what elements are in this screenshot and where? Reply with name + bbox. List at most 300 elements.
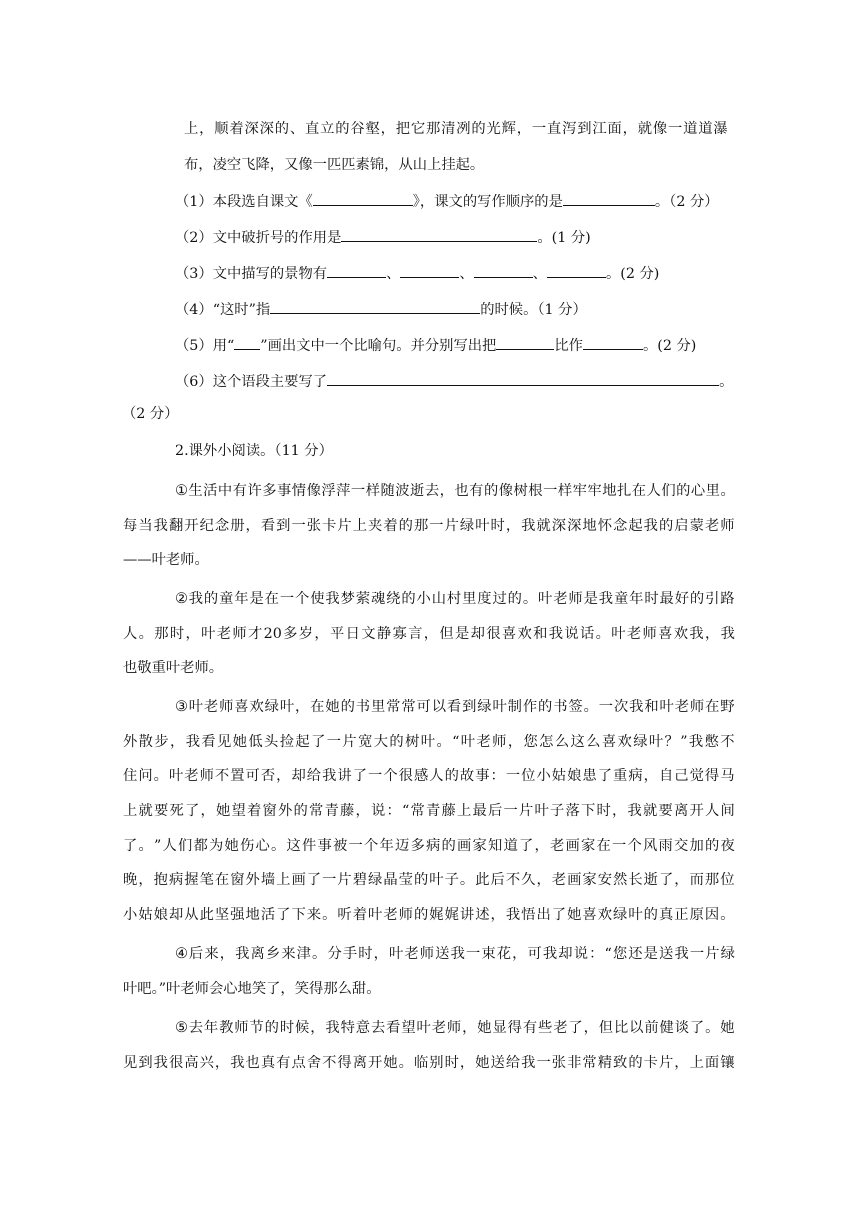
text-char: 叶 bbox=[534, 803, 549, 819]
text-char: 我 bbox=[505, 907, 521, 923]
text-char: 直 bbox=[547, 121, 562, 137]
text-char: 。 bbox=[398, 1055, 413, 1071]
text-char: 到 bbox=[577, 121, 592, 137]
text-char: 的 bbox=[340, 699, 355, 715]
text-char: 很 bbox=[168, 1055, 184, 1071]
text-char: 下 bbox=[581, 803, 596, 819]
text-char: 久 bbox=[521, 872, 536, 888]
text-char: 光 bbox=[486, 121, 501, 137]
text-char: 个 bbox=[383, 768, 398, 784]
text-char: 窗 bbox=[262, 803, 277, 819]
text-char: 去 bbox=[188, 1020, 204, 1036]
text-char: 的 bbox=[676, 483, 691, 499]
paragraph-line bbox=[123, 732, 735, 752]
question-2 bbox=[175, 226, 591, 248]
text-char: 的 bbox=[389, 734, 404, 750]
text-char: 老 bbox=[704, 518, 720, 534]
question-3 bbox=[175, 262, 659, 284]
text-char: 此 bbox=[199, 907, 214, 923]
text-char: 事 bbox=[277, 483, 292, 499]
text-char: 一 bbox=[503, 803, 518, 819]
text-char: 自 bbox=[658, 768, 674, 784]
text-char: 去 bbox=[370, 1020, 386, 1036]
text-char: 病 bbox=[628, 768, 643, 784]
text-char: 憋 bbox=[704, 734, 719, 750]
text-char: 看 bbox=[446, 699, 462, 715]
text-char: 可 bbox=[416, 699, 431, 715]
text-char: 的 bbox=[401, 591, 416, 607]
text-char: 活 bbox=[203, 483, 218, 499]
text-char: 了 bbox=[123, 838, 138, 854]
text-char: 多 bbox=[283, 626, 298, 642]
text-char: 抱 bbox=[153, 872, 168, 888]
text-char: 了 bbox=[185, 803, 200, 819]
text-char: 了 bbox=[689, 1020, 705, 1036]
text-char: 的 bbox=[628, 1055, 643, 1071]
answer-blank[interactable] bbox=[327, 370, 719, 386]
text-char: 着 bbox=[352, 907, 367, 923]
text-char: 小 bbox=[123, 907, 138, 923]
text-char: 她 bbox=[477, 1020, 492, 1036]
text-char: 来 bbox=[281, 946, 296, 962]
text-char: 、 bbox=[289, 121, 305, 137]
text-char: ③ bbox=[175, 699, 188, 715]
text-char: 叶 bbox=[628, 907, 643, 923]
text-char: 碧 bbox=[352, 872, 367, 888]
text-char: 。 bbox=[720, 483, 735, 499]
text-char: 张 bbox=[306, 518, 322, 534]
text-char: 真 bbox=[260, 1055, 276, 1071]
text-char: 要 bbox=[154, 803, 169, 819]
text-char: 前 bbox=[644, 1020, 659, 1036]
text-char: 但 bbox=[598, 1020, 614, 1036]
text-char: 翻 bbox=[168, 518, 184, 534]
text-char: 着 bbox=[383, 518, 398, 534]
text-char: 从 bbox=[184, 907, 199, 923]
text-char: 原 bbox=[689, 907, 704, 923]
text-char: 。 bbox=[322, 907, 337, 923]
text-char: 寡 bbox=[392, 626, 407, 642]
text-char: 师 bbox=[419, 946, 435, 962]
paragraph-line: 叶吧。”叶老师会心地笑了，笑得那么甜。 bbox=[123, 981, 381, 997]
text-char: 了 bbox=[519, 838, 534, 854]
paragraph-line bbox=[123, 766, 735, 786]
text-char: 上 bbox=[184, 121, 199, 137]
text-char: 叶 bbox=[389, 946, 404, 962]
text-char: 。 bbox=[583, 699, 598, 715]
text-char: 听 bbox=[337, 907, 352, 923]
text-char: 念 bbox=[613, 518, 628, 534]
text-char: 她 bbox=[567, 907, 582, 923]
text-char: 我 bbox=[521, 518, 536, 534]
text-char: 深 bbox=[551, 518, 567, 534]
text-char: 有 bbox=[522, 1020, 538, 1036]
text-char: 我 bbox=[235, 946, 250, 962]
text-char: 片 bbox=[705, 946, 720, 962]
text-char: 外 bbox=[278, 803, 293, 819]
text-char: 真 bbox=[658, 907, 674, 923]
text-char: 别 bbox=[429, 1055, 444, 1071]
text-char: ， bbox=[295, 699, 310, 715]
text-char: 冽 bbox=[456, 121, 471, 137]
text-char: 觉 bbox=[689, 768, 704, 784]
text-char: 健 bbox=[659, 1020, 674, 1036]
text-char: 那 bbox=[704, 872, 720, 888]
text-char: 子 bbox=[550, 803, 565, 819]
text-char: 叶 bbox=[648, 734, 664, 750]
text-char: 喜 bbox=[501, 626, 517, 642]
answer-blank[interactable] bbox=[313, 190, 413, 206]
text-char: 老 bbox=[216, 626, 232, 642]
text-char: 萍 bbox=[336, 483, 351, 499]
text-char: 看 bbox=[386, 1020, 401, 1036]
text-char: ： bbox=[490, 768, 505, 784]
text-char: 当 bbox=[138, 518, 153, 534]
text-char: 它 bbox=[410, 121, 426, 137]
text-char: 有 bbox=[276, 1055, 291, 1071]
text-char: 了 bbox=[352, 768, 367, 784]
text-char: 像 bbox=[306, 483, 321, 499]
text-char: 那 bbox=[154, 626, 169, 642]
text-char: 里 bbox=[705, 483, 720, 499]
separator: 、 bbox=[459, 266, 474, 282]
question-6-prefix: （6）这个语段主要写了 bbox=[175, 374, 328, 390]
text-char: 了 bbox=[597, 768, 612, 784]
text-char: 叶 bbox=[201, 626, 216, 642]
text-char: 魂 bbox=[370, 591, 386, 607]
answer-blank[interactable] bbox=[270, 298, 480, 314]
text-char: 么 bbox=[586, 734, 601, 750]
text-char: 梦 bbox=[340, 591, 355, 607]
text-char: 家 bbox=[581, 838, 596, 854]
text-char: 津 bbox=[296, 946, 311, 962]
text-char: 交 bbox=[674, 838, 689, 854]
text-char: 我 bbox=[450, 946, 465, 962]
text-char: 片 bbox=[658, 1055, 674, 1071]
text-char: 得 bbox=[704, 768, 720, 784]
text-char: 给 bbox=[306, 768, 322, 784]
text-char: 病 bbox=[168, 872, 184, 888]
text-char: 的 bbox=[705, 838, 720, 854]
text-char: 老 bbox=[476, 734, 491, 750]
text-char: 莹 bbox=[398, 872, 413, 888]
paragraph-line: 也敬重叶老师。 bbox=[123, 660, 224, 676]
text-char: 外 bbox=[245, 872, 260, 888]
passage-line bbox=[184, 119, 728, 139]
text-char: 。 bbox=[720, 907, 735, 923]
text-char: 她 bbox=[216, 803, 231, 819]
answer-blank[interactable] bbox=[327, 262, 386, 278]
text-char: 一 bbox=[291, 518, 306, 534]
text-char: 见 bbox=[217, 734, 232, 750]
text-char: 了 bbox=[306, 872, 322, 888]
paragraph-line bbox=[175, 944, 735, 964]
text-char: 。 bbox=[153, 768, 168, 784]
text-char: 壑 bbox=[365, 121, 380, 137]
text-char: 时 bbox=[279, 1020, 295, 1036]
text-char: 笔 bbox=[199, 872, 214, 888]
paragraph-line bbox=[123, 870, 735, 890]
text-char: 握 bbox=[184, 872, 199, 888]
answer-blank[interactable] bbox=[474, 262, 533, 278]
text-char: 有 bbox=[469, 483, 484, 499]
text-char: 。 bbox=[138, 626, 153, 642]
text-char: ， bbox=[612, 803, 627, 819]
answer-blank[interactable] bbox=[563, 190, 655, 206]
text-char: 叶 bbox=[659, 699, 674, 715]
paragraph-line bbox=[123, 516, 735, 536]
text-char: 片 bbox=[337, 518, 352, 534]
text-char: 那 bbox=[413, 518, 429, 534]
text-char: 是 bbox=[643, 946, 658, 962]
text-char: 样 bbox=[557, 483, 573, 499]
text-char: 我 bbox=[325, 1020, 340, 1036]
text-char: 心 bbox=[255, 838, 270, 854]
text-char: ” bbox=[154, 838, 162, 854]
text-char: 就 bbox=[637, 121, 653, 137]
text-char: 欢 bbox=[249, 699, 264, 715]
text-char: 都 bbox=[193, 838, 208, 854]
text-char: ， bbox=[536, 872, 551, 888]
text-char: ， bbox=[439, 483, 454, 499]
text-char: 一 bbox=[531, 121, 547, 137]
text-char: 一 bbox=[668, 121, 683, 137]
text-char: 老 bbox=[404, 946, 419, 962]
text-char: 最 bbox=[472, 803, 487, 819]
text-char: 的 bbox=[274, 121, 290, 137]
text-char: 可 bbox=[245, 768, 260, 784]
text-char: ， bbox=[355, 803, 370, 819]
text-char: 姑 bbox=[551, 768, 567, 784]
text-char: 的 bbox=[441, 838, 456, 854]
text-char: 怎 bbox=[539, 734, 554, 750]
text-char: 树 bbox=[513, 483, 528, 499]
text-char: 但 bbox=[439, 626, 454, 642]
text-char: ， bbox=[534, 838, 549, 854]
text-char: 常 bbox=[401, 699, 416, 715]
text-char: 而 bbox=[689, 872, 704, 888]
text-char: 度 bbox=[477, 591, 492, 607]
text-char: 上 bbox=[123, 803, 138, 819]
text-char: ， bbox=[310, 1020, 325, 1036]
text-char: 在 bbox=[705, 699, 720, 715]
text-char: 欢 bbox=[617, 734, 632, 750]
text-char: 见 bbox=[123, 1055, 138, 1071]
text-char: ⑤ bbox=[175, 1020, 188, 1036]
text-char: 我 bbox=[153, 518, 168, 534]
question-6-end: 。 bbox=[719, 374, 734, 390]
text-char: 常 bbox=[386, 699, 401, 715]
text-char: 地 bbox=[245, 907, 260, 923]
text-char: 道 bbox=[503, 838, 518, 854]
text-char: 不 bbox=[322, 1055, 337, 1071]
question-2-end: 。(1 分) bbox=[537, 230, 591, 246]
text-char: 叶 bbox=[420, 734, 436, 750]
paragraph-line bbox=[123, 801, 735, 821]
text-char: 叶 bbox=[475, 518, 490, 534]
text-char: 。 bbox=[138, 838, 153, 854]
text-char: 道 bbox=[698, 121, 713, 137]
text-char: 送 bbox=[490, 1055, 505, 1071]
text-char: 她 bbox=[475, 1055, 490, 1071]
text-char: 位 bbox=[720, 872, 735, 888]
text-char: 教 bbox=[219, 1020, 234, 1036]
text-char: 我 bbox=[627, 803, 642, 819]
text-char: 里 bbox=[462, 591, 477, 607]
text-char: 样 bbox=[365, 483, 380, 499]
text-char: 件 bbox=[302, 838, 317, 854]
answer-blank[interactable] bbox=[400, 262, 459, 278]
text-char: 置 bbox=[230, 768, 245, 784]
text-char: 师 bbox=[219, 699, 234, 715]
text-char: 被 bbox=[333, 838, 348, 854]
text-char: 着 bbox=[247, 803, 262, 819]
text-char: 野 bbox=[720, 699, 735, 715]
text-char: 点 bbox=[291, 1055, 306, 1071]
text-char: 道 bbox=[683, 121, 698, 137]
text-char: ， bbox=[219, 946, 234, 962]
text-char: 像 bbox=[498, 483, 514, 499]
text-char: 舍 bbox=[306, 1055, 322, 1071]
answer-blank[interactable] bbox=[496, 334, 554, 350]
text-char: 了 bbox=[551, 907, 567, 923]
text-char: 的 bbox=[471, 121, 486, 137]
text-char: 否 bbox=[260, 768, 276, 784]
text-char: 高 bbox=[184, 1055, 199, 1071]
text-char: 却 bbox=[168, 907, 184, 923]
text-char: 最 bbox=[659, 591, 674, 607]
text-char: 为 bbox=[209, 838, 224, 854]
text-char: 话 bbox=[580, 626, 595, 642]
text-char: 她 bbox=[325, 699, 340, 715]
passage-line: 布，凌空飞降，又像一匹匹素锦，从山上挂起。 bbox=[184, 157, 485, 173]
question-4 bbox=[175, 298, 587, 320]
text-char: ② bbox=[175, 591, 188, 607]
text-char: 的 bbox=[413, 872, 429, 888]
text-char: 每 bbox=[123, 518, 138, 534]
text-char: 浮 bbox=[321, 483, 336, 499]
text-char: 悟 bbox=[521, 907, 536, 923]
text-char: 时 bbox=[444, 1055, 459, 1071]
text-char: 上 bbox=[276, 872, 291, 888]
text-char: 这 bbox=[286, 838, 301, 854]
text-char: 看 bbox=[201, 734, 216, 750]
text-char: ， bbox=[276, 768, 291, 784]
text-char: 说 bbox=[564, 626, 579, 642]
answer-blank[interactable] bbox=[341, 226, 537, 242]
text-char: 下 bbox=[291, 907, 306, 923]
text-char: 师 bbox=[689, 699, 705, 715]
question-4-end: 的时候。（1 分） bbox=[480, 302, 587, 318]
text-char: 作 bbox=[522, 699, 538, 715]
text-char: 时 bbox=[169, 626, 185, 642]
question-6-score: （2 分） bbox=[122, 406, 179, 422]
text-char: 出 bbox=[536, 907, 551, 923]
text-char: ， bbox=[505, 518, 521, 534]
text-char: 绿 bbox=[720, 946, 735, 962]
text-char: 制 bbox=[507, 699, 522, 715]
text-char: 树 bbox=[405, 734, 420, 750]
text-char: 也 bbox=[454, 483, 469, 499]
question-1-mid: 》，课文的写作顺序的是 bbox=[412, 194, 563, 210]
text-char: 师 bbox=[398, 907, 413, 923]
text-char: 叶 bbox=[460, 734, 476, 750]
text-char: 绿 bbox=[477, 699, 492, 715]
text-char: 就 bbox=[138, 803, 153, 819]
text-char: 青 bbox=[426, 803, 441, 819]
text-char: 启 bbox=[674, 518, 689, 534]
text-char: 子 bbox=[444, 872, 459, 888]
text-char: 我 bbox=[598, 591, 614, 607]
text-char: 册 bbox=[230, 518, 245, 534]
text-char: 老 bbox=[626, 626, 642, 642]
answer-blank[interactable] bbox=[547, 262, 606, 278]
text-char: ： bbox=[589, 946, 604, 962]
text-char: 述 bbox=[475, 907, 490, 923]
text-char: 画 bbox=[565, 838, 580, 854]
text-char: 的 bbox=[507, 591, 522, 607]
text-char: 步 bbox=[154, 734, 169, 750]
text-char: 卡 bbox=[322, 518, 337, 534]
text-char: 牢 bbox=[587, 483, 602, 499]
text-char: 师 bbox=[446, 1020, 462, 1036]
text-char: 上 bbox=[352, 518, 367, 534]
text-char: 头 bbox=[264, 734, 279, 750]
text-char: 一 bbox=[612, 838, 627, 854]
text-char: 中 bbox=[217, 483, 233, 499]
text-char: ， bbox=[245, 518, 260, 534]
text-char: 家 bbox=[472, 838, 487, 854]
text-char: 却 bbox=[470, 626, 485, 642]
text-char: 逝 bbox=[643, 872, 658, 888]
text-char: 时 bbox=[490, 518, 505, 534]
text-char: ” bbox=[680, 734, 688, 750]
text-char: 么 bbox=[554, 734, 570, 750]
text-char: 生 bbox=[188, 483, 203, 499]
text-char: 给 bbox=[505, 1055, 521, 1071]
text-char: 安 bbox=[597, 872, 612, 888]
question-5-mid: 比作 bbox=[554, 338, 583, 354]
text-char: 我 bbox=[688, 734, 704, 750]
text-char: 却 bbox=[291, 768, 306, 784]
text-char: 坚 bbox=[214, 907, 230, 923]
text-char: 谈 bbox=[674, 1020, 690, 1036]
text-char: 卡 bbox=[643, 1055, 658, 1071]
text-char: 一 bbox=[689, 946, 705, 962]
text-char: 不 bbox=[214, 768, 230, 784]
answer-blank[interactable] bbox=[583, 334, 643, 350]
text-char: 她 bbox=[224, 838, 239, 854]
text-char: 在 bbox=[596, 838, 611, 854]
text-char: 有 bbox=[232, 483, 247, 499]
text-char: 童 bbox=[219, 591, 234, 607]
text-char: 患 bbox=[582, 768, 597, 784]
text-char: 到 bbox=[462, 699, 477, 715]
question-2-prefix: （2）文中破折号的作用是 bbox=[175, 230, 342, 246]
text-char: 老 bbox=[184, 768, 199, 784]
text-char: 童 bbox=[613, 591, 629, 607]
text-char: 的 bbox=[398, 518, 413, 534]
text-char: 小 bbox=[536, 768, 551, 784]
text-char: 时 bbox=[358, 946, 373, 962]
text-char: ① bbox=[175, 483, 188, 499]
text-char: 藤 bbox=[441, 803, 456, 819]
text-char: 知 bbox=[488, 838, 503, 854]
text-char: 一 bbox=[543, 483, 558, 499]
text-char: 绕 bbox=[386, 591, 401, 607]
text-char: 致 bbox=[613, 1055, 628, 1071]
text-char: 人 bbox=[123, 626, 138, 642]
